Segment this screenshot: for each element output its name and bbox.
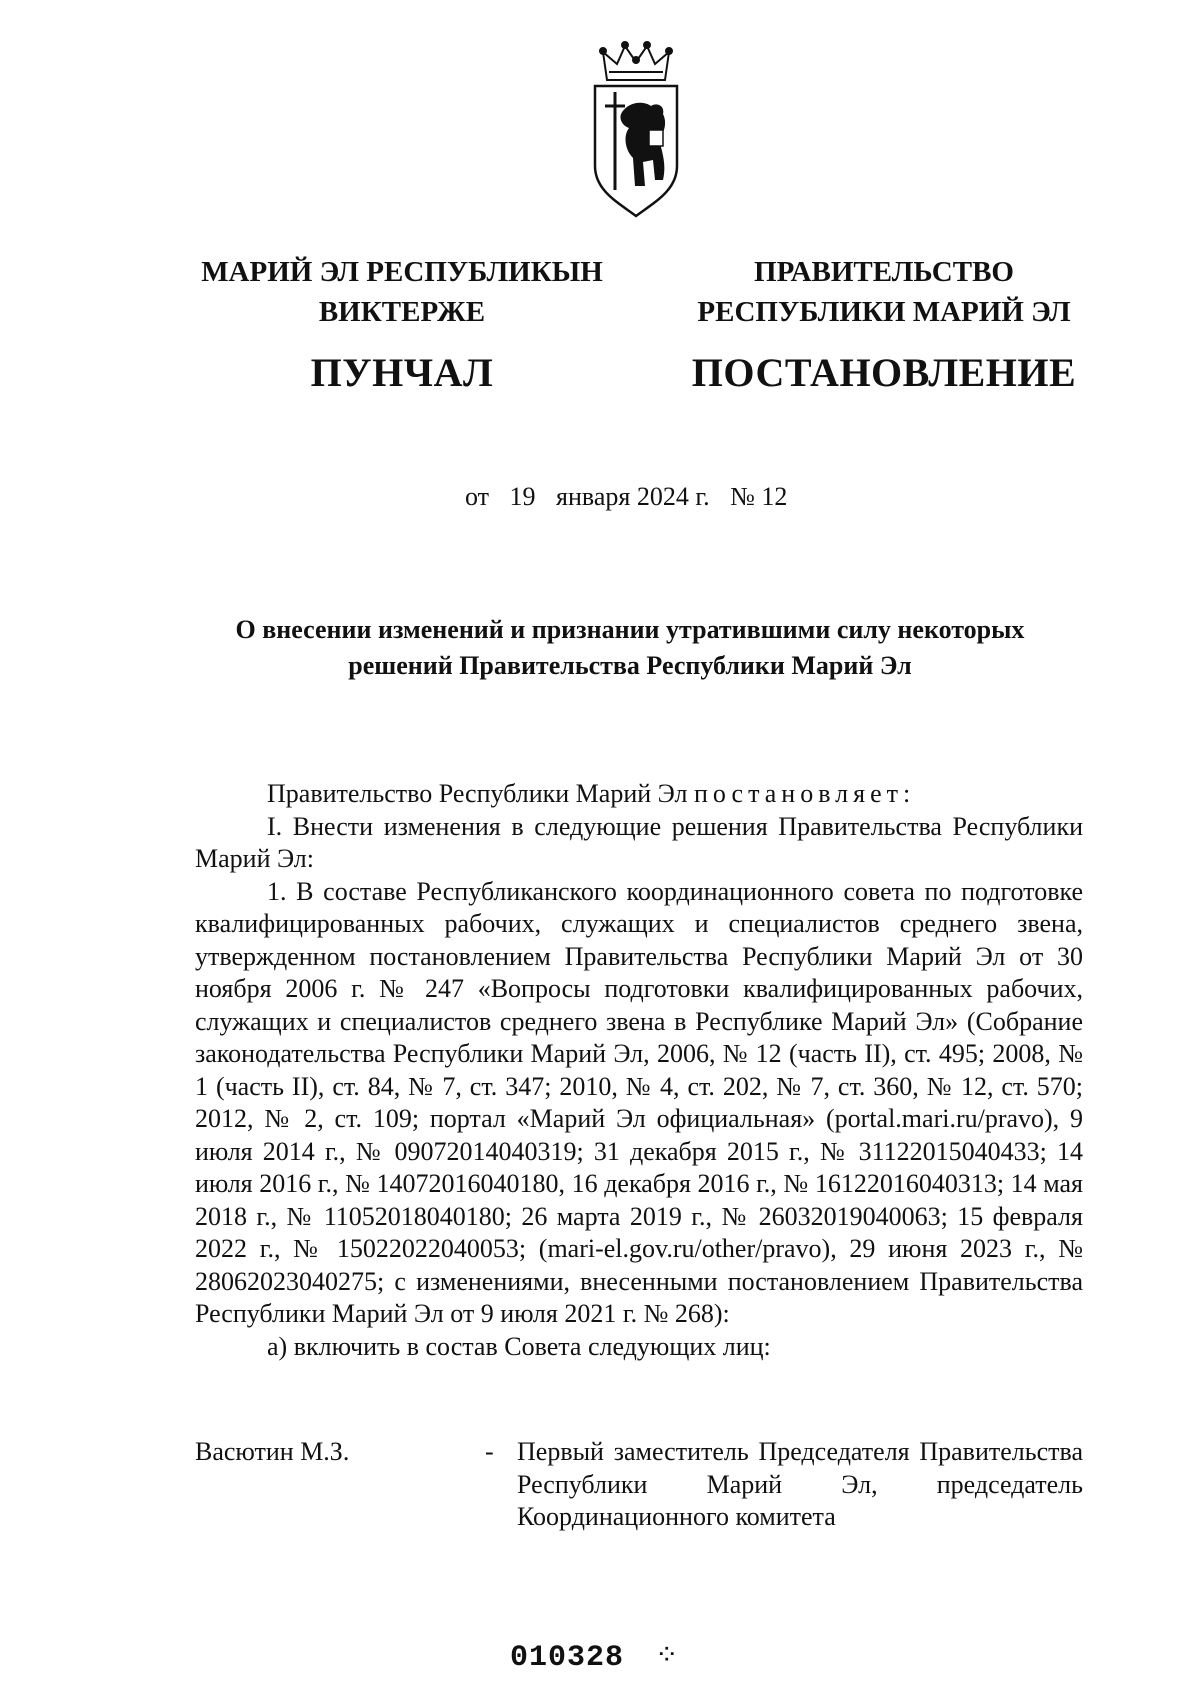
header-left-line2: ВИКТЕРЖЕ	[318, 296, 486, 328]
item-I-paragraph: I. Внести изменения в следующие решения Правительства Республики Марий Эл:	[195, 811, 1083, 873]
date-prefix: от	[465, 482, 490, 511]
item-a-paragraph: а) включить в состав Совета следующих лиц:	[267, 1331, 771, 1361]
header-right-doc-type: ПОСТАНОВЛЕНИЕ	[691, 350, 1077, 395]
date-day: 19	[509, 482, 536, 511]
header-left	[182, 252, 622, 398]
date-month-year: января 2024 г.	[556, 482, 710, 511]
intro-text: Правительство Республики Марий Эл	[267, 779, 694, 808]
member-name: Васютин М.З.	[195, 1437, 350, 1466]
header-right	[664, 252, 1104, 398]
ornament-mark: ⁘	[655, 1640, 679, 1671]
header-right-line1: ПРАВИТЕЛЬСТВО	[754, 256, 1014, 288]
item-1-paragraph: 1. В составе Республиканского координационного совета по подготовке квалифицированных рабочих, служащих и специалистов среднего звена, утвержденном постановлением Правительства Республики Марий Эл от 30 ноября 2006 г. № 247 «Вопросы подготовки квалифицированных рабочих, служащих и специалистов среднего звена в Республике Марий Эл» (Собрание законодательства Республики Марий Эл, 2006, № 12 (часть II), ст. 495; 2008, № 1 (часть II), ст. 84, № 7, ст. 347; 2010, № 4, ст. 202, № 7, ст. 360, № 12, ст. 570; 2012, № 2, ст. 109; портал «Марий Эл официальная» (portal.mari.ru/pravo), 9 июля 2014 г., № 09072014040319; 31 декабря 2015 г., № 31122015040433; 14 июля 2016 г., № 14072016040180, 16 декабря 2016 г., № 16122016040313; 14 мая 2018 г., № 11052018040180; 26 марта 2019 г., № 26032019040063; 15 февраля 2022 г., № 15022022040053; (mari-el.gov.ru/other/pravo), 29 июня 2023 г., № 28062023040275; с изменениями, внесенными постановлением Правительства Республики Марий Эл от 9 июля 2021 г. № 268):	[195, 876, 1083, 1328]
intro-spaced-verb: постановляет:	[693, 779, 916, 808]
document-title	[160, 612, 1100, 684]
intro-paragraph	[195, 778, 1083, 811]
crown-icon	[600, 42, 672, 80]
serial-number: 010328	[510, 1641, 625, 1675]
member-role: Первый заместитель Председателя Правительства Республики Марий Эл, председатель Координационного комитета	[517, 1437, 1083, 1531]
header-left-line1: МАРИЙ ЭЛ РЕСПУБЛИКЫН	[201, 256, 603, 288]
member-dash: -	[485, 1437, 494, 1466]
document-number: № 12	[730, 482, 788, 511]
header-right-line2: РЕСПУБЛИКИ МАРИЙ ЭЛ	[697, 296, 1071, 328]
document-body	[195, 778, 1083, 1363]
header-left-doc-type: ПУНЧАЛ	[310, 350, 494, 395]
title-line-2: решений Правительства Республики Марий Эл	[348, 651, 912, 680]
coat-of-arms-icon	[587, 40, 685, 220]
title-line-1: О внесении изменений и признании утратившими силу некоторых	[235, 615, 1025, 644]
document-date-line	[465, 482, 801, 512]
